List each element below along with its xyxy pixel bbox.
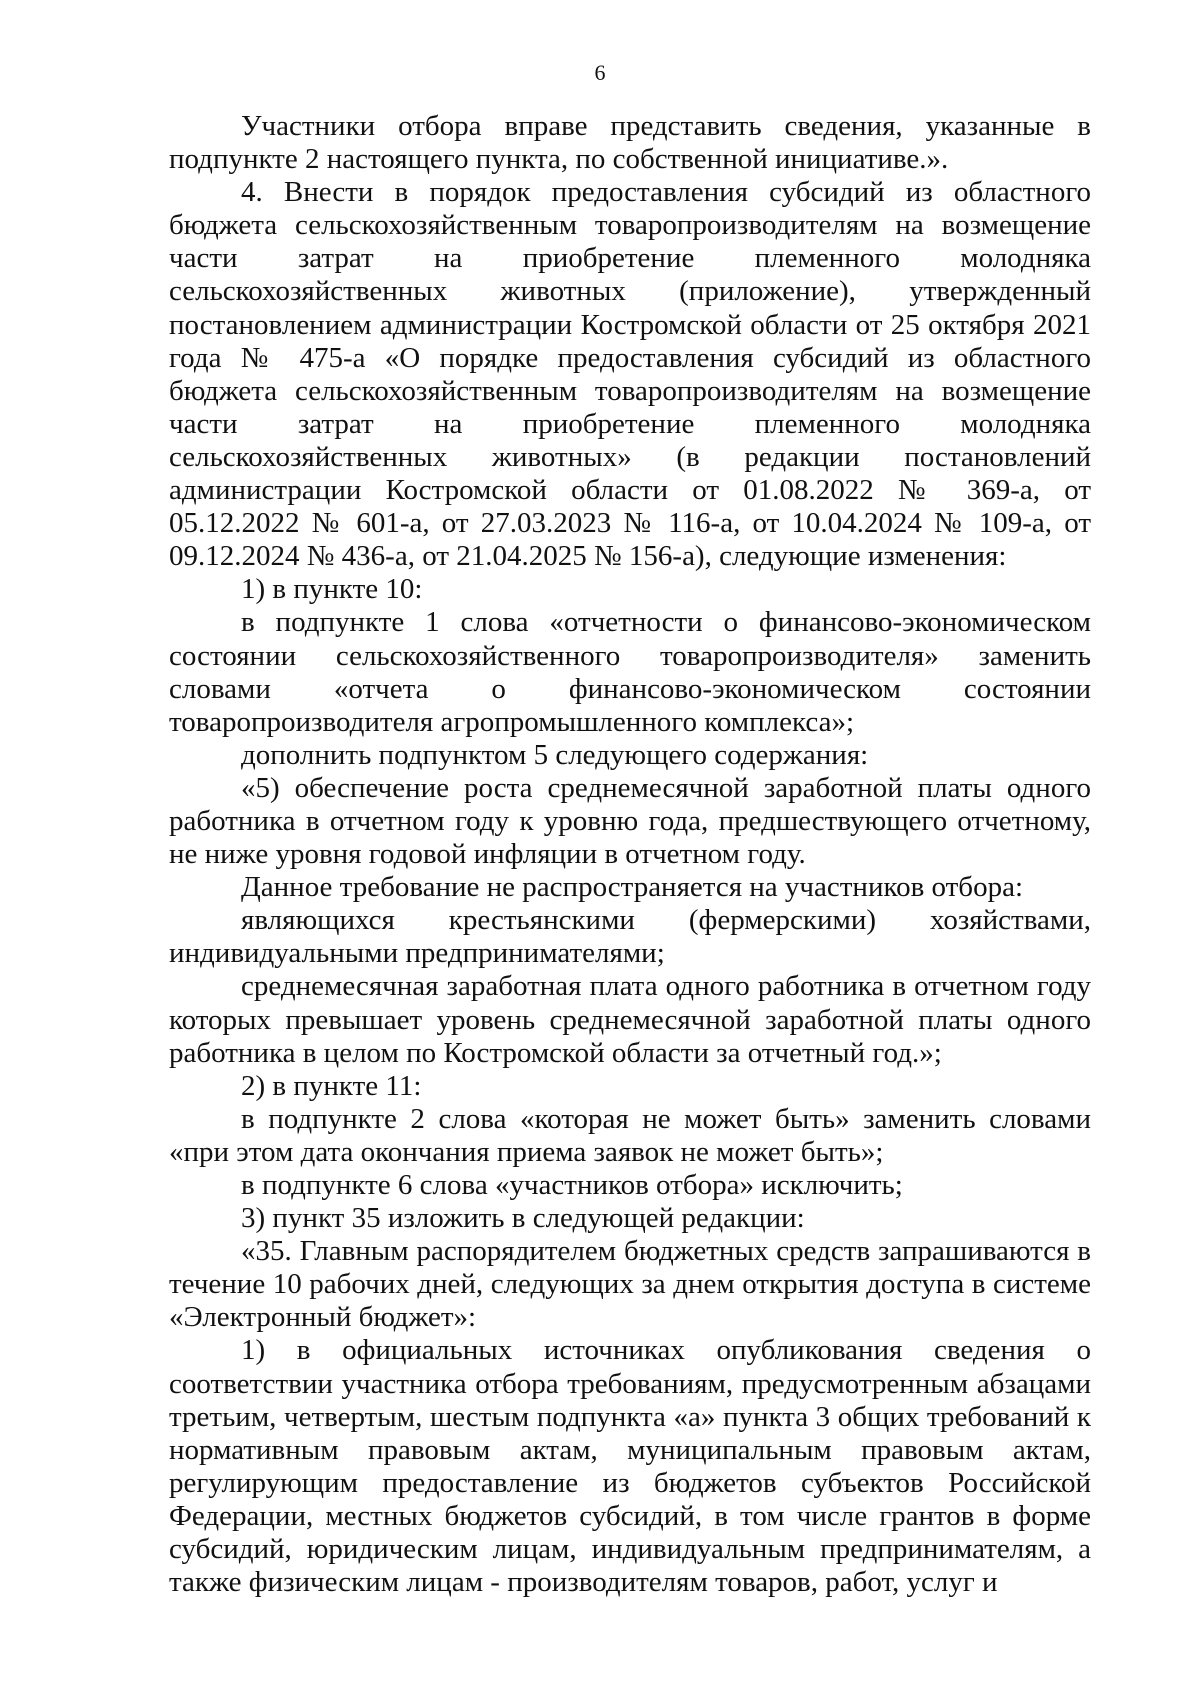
paragraph: среднемесячная заработная плата одного работника в отчетном году которых превышает уровень среднемесячной заработной платы одного работника в целом по Костромской области за отчетный год.»; [169,970,1091,1069]
paragraph: 3) пункт 35 изложить в следующей редакции: [241,1202,805,1235]
paragraph: в подпункте 2 слова «которая не может быть» заменить словами «при этом дата окончания приема заявок не может быть»; [169,1102,1091,1168]
paragraph: «5) обеспечение роста среднемесячной заработной платы одного работника в отчетном году к уровню года, предшествующего отчетному, не ниже уровня годовой инфляции в отчетном году. [169,771,1091,871]
paragraph: 2) в пункте 11: [241,1069,422,1102]
page-number: 6 [594,60,606,85]
paragraph: являющихся крестьянскими (фермерскими) хозяйствами, индивидуальными предпринимателями; [169,904,1091,970]
paragraph: Участники отбора вправе представить сведения, указанные в подпункте 2 настоящего пункта, по собственной инициативе.». [169,110,1091,176]
paragraph: в подпункте 6 слова «участников отбора» исключить; [241,1169,903,1201]
paragraph: в подпункте 1 слова «отчетности о финансово-экономическом состоянии сельскохозяйственного товаропроизводителя» заменить словами «отчета о финансово-экономическом состоянии товаропроизводителя агропромышленного комплекса»; [169,606,1091,738]
paragraph: 4. Внести в порядок предоставления субсидий из областного бюджета сельскохозяйственным товаропроизводителям на возмещение части затрат на приобретение племенного молодняка сельскохозяйственных животных (приложение), утвержденный постановлением администрации Костромской области от 25 октября 2021 года № 475-а «О порядке предоставления субсидий из областного бюджета сельскохозяйственным товаропроизводителям на возмещение части затрат на приобретение племенного молодняка сельскохозяйственных животных» (в редакции постановлений администрации Костромской области от 01.08.2022 № 369-а, от 05.12.2022 № 601-а, от 27.03.2023 № 116-а, от 10.04.2024 № 109-а, от 09.12.2024 № 436-а, от 21.04.2025 № 156-а), следующие изменения: [169,176,1091,573]
paragraph: дополнить подпунктом 5 следующего содержания: [241,738,869,771]
paragraph: «35. Главным распорядителем бюджетных средств запрашиваются в течение 10 рабочих дней, следующих за днем открытия доступа в системе «Электронный бюджет»: [169,1235,1091,1334]
paragraph: 1) в официальных источниках опубликования сведения о соответствии участника отбора требованиям, предусмотренным абзацами третьим, четвертым, шестым подпункта «а» пункта 3 общих требований к нормативным правовым актам, муниципальным правовым актам, регулирующим предоставление из бюджетов субъектов Российской Федерации, местных бюджетов субсидий, в том числе грантов в форме субсидий, юридическим лицам, индивидуальным предпринимателям, а также физическим лицам - производителям товаров, работ, услуг и [169,1334,1091,1599]
paragraph: Данное требование не распространяется на участников отбора: [241,871,1023,904]
paragraph: 1) в пункте 10: [241,573,423,606]
document-body [169,110,1091,1599]
